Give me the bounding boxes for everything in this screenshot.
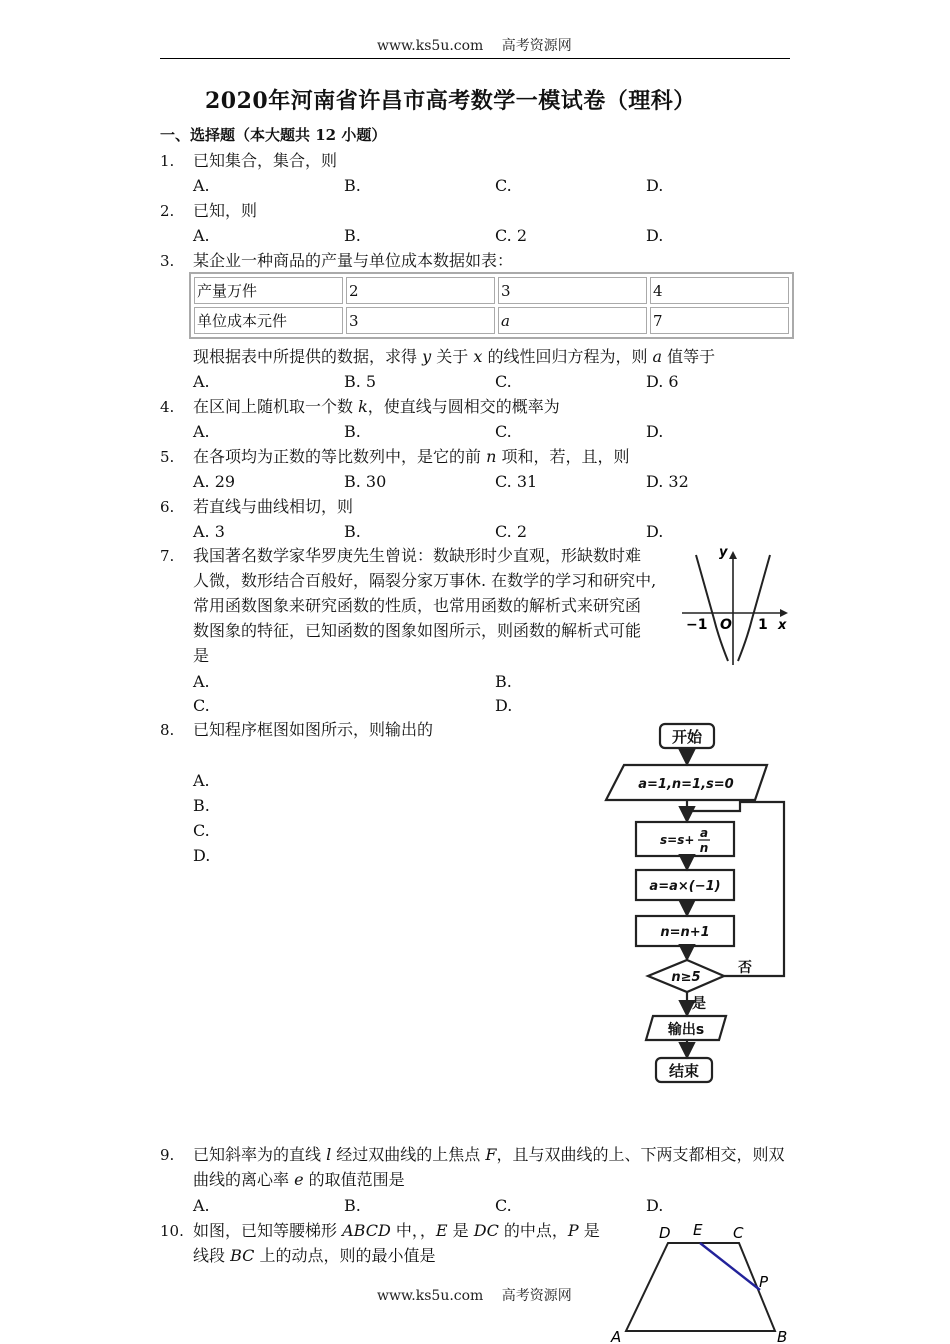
option-d: D. 32 xyxy=(646,472,689,491)
question-line: 常用函数图象来研究函数的性质，也常用函数的解析式来研究函 xyxy=(193,596,642,615)
option-d: D. 6 xyxy=(646,372,679,391)
end-label: 结束 xyxy=(668,1062,700,1080)
a-update-label: a=a×(−1) xyxy=(649,879,721,894)
text-span: 如图，已知等腰梯形 xyxy=(193,1221,343,1240)
text-span: 是 xyxy=(447,1221,474,1240)
header-site: www.ks5u.com xyxy=(377,38,484,54)
output-label: 输出s xyxy=(667,1022,705,1038)
curve-left xyxy=(696,555,728,661)
option-a: A. xyxy=(193,422,210,441)
no-label: 否 xyxy=(738,960,752,976)
option-d: D. xyxy=(646,226,664,245)
option-a: A. 3 xyxy=(193,522,225,541)
question-text xyxy=(193,399,560,415)
option-d: D. xyxy=(495,696,513,715)
option-b: B. xyxy=(344,176,361,195)
question-line: 人微，数形结合百般好，隔裂分家万事休. 在数学的学习和研究中, xyxy=(193,571,657,590)
origin-label: O xyxy=(720,617,732,633)
question-line: 我国著名数学家华罗庚先生曾说：数缺形时少直观，形缺数时难 xyxy=(193,546,642,565)
footer-site-name: 高考资源网 xyxy=(501,1288,572,1304)
question-text xyxy=(193,449,630,465)
header xyxy=(377,39,572,53)
text-span: 经过双曲线的上焦点 xyxy=(331,1145,486,1164)
option-c: C. xyxy=(495,422,512,441)
option-b: B. 5 xyxy=(344,372,377,391)
option-a: A. xyxy=(193,1196,210,1215)
function-graph xyxy=(678,543,796,668)
option-b: B. 30 xyxy=(344,472,387,491)
table-cell: 产量万件 xyxy=(194,277,343,304)
question-number: 6. xyxy=(160,498,175,516)
text-span: 中，， xyxy=(390,1221,436,1240)
option-d: D. xyxy=(646,422,664,441)
question-number: 2. xyxy=(160,202,175,220)
option-c: C. 2 xyxy=(495,522,528,541)
footer xyxy=(377,1289,572,1303)
question-number: 8. xyxy=(160,721,175,739)
option-c: C. xyxy=(495,176,512,195)
var-l: l xyxy=(326,1145,332,1164)
table-cell: a xyxy=(498,307,647,334)
question-text: 已知，则 xyxy=(193,201,258,220)
question-line xyxy=(193,1147,785,1163)
option-a: A. xyxy=(193,176,210,195)
tick-1: 1 xyxy=(758,617,768,633)
var-E: E xyxy=(435,1221,448,1240)
x-label: x xyxy=(778,618,787,633)
var-P: P xyxy=(567,1221,579,1240)
text-span: 的中点， xyxy=(498,1221,568,1240)
option-a: A. xyxy=(193,226,210,245)
data-table xyxy=(189,272,794,339)
y-axis-arrow xyxy=(729,551,737,559)
question-number: 4. xyxy=(160,398,175,416)
option-c: C. 31 xyxy=(495,472,538,491)
var-F: F xyxy=(485,1145,497,1164)
option-d: D. xyxy=(193,846,211,865)
label-D: D xyxy=(659,1224,671,1242)
sum-lhs: s=s+ xyxy=(660,833,695,847)
var-a: a xyxy=(652,347,663,366)
table-cell: 3 xyxy=(346,307,495,334)
text-span: ，且与双曲线的上、下两支都相交，则双 xyxy=(496,1145,785,1164)
start-label: 开始 xyxy=(671,728,703,746)
text-span: 现根据表中所提供的数据，求得 xyxy=(193,347,423,366)
option-a: A. 29 xyxy=(193,472,236,491)
question-line: 数图象的特征，已知函数的图象如图所示，则函数的解析式可能 xyxy=(193,621,642,640)
y-label: y xyxy=(719,545,728,560)
option-d: D. xyxy=(646,176,664,195)
option-b: B. xyxy=(344,422,361,441)
question-text: 某企业一种商品的产量与单位成本数据如表： xyxy=(193,251,514,270)
option-d: D. xyxy=(646,522,664,541)
text-span: ，使直线与圆相交的概率为 xyxy=(367,397,560,416)
table-row xyxy=(194,307,789,334)
var-x: x xyxy=(473,347,483,366)
x-axis-arrow xyxy=(780,609,788,617)
init-label: a=1,n=1,s=0 xyxy=(638,777,734,792)
text-span: 在各项均为正数的等比数列中，是它的前 xyxy=(193,447,487,466)
option-a: A. xyxy=(193,372,210,391)
question-number: 10. xyxy=(160,1222,184,1240)
text-span: 在区间上随机取一个数 xyxy=(193,397,359,416)
option-d: D. xyxy=(646,1196,664,1215)
var-n: n xyxy=(486,447,497,466)
page-title: 2020年河南省许昌市高考数学一模试卷（理科） xyxy=(205,88,696,114)
text-span: 的线性回归方程为，则 xyxy=(482,347,653,366)
header-site-name: 高考资源网 xyxy=(501,38,572,54)
trapezoid-figure xyxy=(605,1218,795,1344)
question-line: 是 xyxy=(193,646,210,665)
text-span: 关于 xyxy=(431,347,474,366)
option-b: B. xyxy=(344,522,361,541)
var-y: y xyxy=(422,347,432,366)
option-b: B. xyxy=(344,226,361,245)
question-text: 若直线与曲线相切，则 xyxy=(193,497,354,516)
option-a: A. xyxy=(193,672,210,691)
table-cell: 4 xyxy=(650,277,789,304)
question-line xyxy=(193,1172,405,1188)
question-number: 1. xyxy=(160,152,175,170)
text-span: 项和，若，且，则 xyxy=(496,447,630,466)
text-span: 的取值范围是 xyxy=(303,1170,405,1189)
sum-denominator: n xyxy=(699,841,709,855)
yes-label: 是 xyxy=(692,996,706,1012)
var-ABCD: ABCD xyxy=(342,1221,391,1240)
option-c: C. xyxy=(193,821,210,840)
table-cell: 7 xyxy=(650,307,789,334)
segment-EP xyxy=(700,1243,760,1290)
text-span: 值等于 xyxy=(662,347,716,366)
footer-site: www.ks5u.com xyxy=(377,1288,484,1304)
text-span: 上的动点，则的最小值是 xyxy=(254,1246,436,1265)
var-k: k xyxy=(358,397,368,416)
option-c: C. xyxy=(495,1196,512,1215)
label-P: P xyxy=(759,1273,769,1291)
text-span: 曲线的离心率 xyxy=(193,1170,295,1189)
text-span: 是 xyxy=(578,1221,600,1240)
option-b: B. xyxy=(344,1196,361,1215)
condition-label: n≥5 xyxy=(671,970,701,985)
question-number: 7. xyxy=(160,547,175,565)
option-c: C. 2 xyxy=(495,226,528,245)
question-number: 3. xyxy=(160,252,175,270)
label-E: E xyxy=(693,1221,703,1239)
curve-right xyxy=(738,555,770,661)
header-rule xyxy=(160,58,790,59)
table-cell: 单位成本元件 xyxy=(194,307,343,334)
trapezoid-outline xyxy=(626,1243,775,1331)
table-cell: 2 xyxy=(346,277,495,304)
question-number: 5. xyxy=(160,448,175,466)
question-text: 已知程序框图如图所示，则输出的 xyxy=(193,720,434,739)
label-B: B xyxy=(777,1328,788,1344)
text-span: 线段 xyxy=(193,1246,231,1265)
label-A: A xyxy=(611,1328,622,1344)
tick-neg1: −1 xyxy=(686,617,708,633)
text-span: 已知斜率为的直线 xyxy=(193,1145,327,1164)
option-b: B. xyxy=(495,672,512,691)
option-a: A. xyxy=(193,771,210,790)
table-cell: 3 xyxy=(498,277,647,304)
sum-numerator: a xyxy=(699,826,709,840)
var-e: e xyxy=(294,1170,304,1189)
option-c: C. xyxy=(495,372,512,391)
table-row xyxy=(194,277,789,304)
var-BC: BC xyxy=(230,1246,255,1265)
question-line xyxy=(193,1248,435,1264)
option-b: B. xyxy=(193,796,210,815)
n-update-label: n=n+1 xyxy=(660,925,710,940)
option-c: C. xyxy=(193,696,210,715)
question-number: 9. xyxy=(160,1146,175,1164)
section-heading: 一、选择题（本大题共 12 小题） xyxy=(160,126,387,144)
question-text-continued xyxy=(193,349,715,365)
var-DC: DC xyxy=(473,1221,499,1240)
flowchart xyxy=(600,718,796,1088)
question-line xyxy=(193,1223,600,1239)
question-text: 已知集合，集合，则 xyxy=(193,151,338,170)
label-C: C xyxy=(733,1224,744,1242)
